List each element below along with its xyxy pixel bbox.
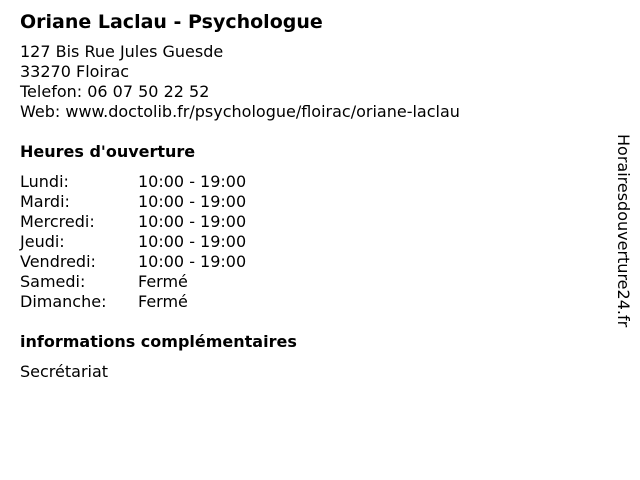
hours-row-tuesday [20, 192, 600, 212]
time-value: 10:00 - 19:00 [138, 232, 247, 251]
street-line: 127 Bis Rue Jules Guesde [20, 42, 224, 61]
time-value: 10:00 - 19:00 [138, 172, 247, 191]
phone-line: Telefon: 06 07 50 22 52 [20, 82, 210, 101]
hours-row-saturday [20, 272, 600, 292]
address-block [20, 42, 600, 122]
time-value: 10:00 - 19:00 [138, 192, 247, 211]
business-card [20, 10, 600, 382]
hours-row-friday [20, 252, 600, 272]
hours-heading: Heures d'ouverture [20, 142, 196, 161]
day-label: Vendredi: [20, 252, 96, 271]
hours-row-wednesday [20, 212, 600, 232]
time-value: 10:00 - 19:00 [138, 252, 247, 271]
hours-table [20, 172, 600, 312]
day-label: Dimanche: [20, 292, 107, 311]
page-title: Oriane Laclau - Psychologue [20, 11, 323, 33]
day-label: Mercredi: [20, 212, 95, 231]
time-value: 10:00 - 19:00 [138, 212, 247, 231]
web-line: Web: www.doctolib.fr/psychologue/floirac/oriane-laclau [20, 102, 460, 121]
info-text: Secrétariat [20, 362, 109, 381]
day-label: Jeudi: [20, 232, 65, 251]
time-value: Fermé [138, 272, 188, 291]
info-heading: informations complémentaires [20, 332, 297, 351]
brand-watermark: Horairesdouverture24.fr [614, 134, 633, 328]
day-label: Lundi: [20, 172, 69, 191]
hours-row-thursday [20, 232, 600, 252]
day-label: Mardi: [20, 192, 70, 211]
hours-row-sunday [20, 292, 600, 312]
city-line: 33270 Floirac [20, 62, 130, 81]
day-label: Samedi: [20, 272, 86, 291]
time-value: Fermé [138, 292, 188, 311]
hours-row-monday [20, 172, 600, 192]
